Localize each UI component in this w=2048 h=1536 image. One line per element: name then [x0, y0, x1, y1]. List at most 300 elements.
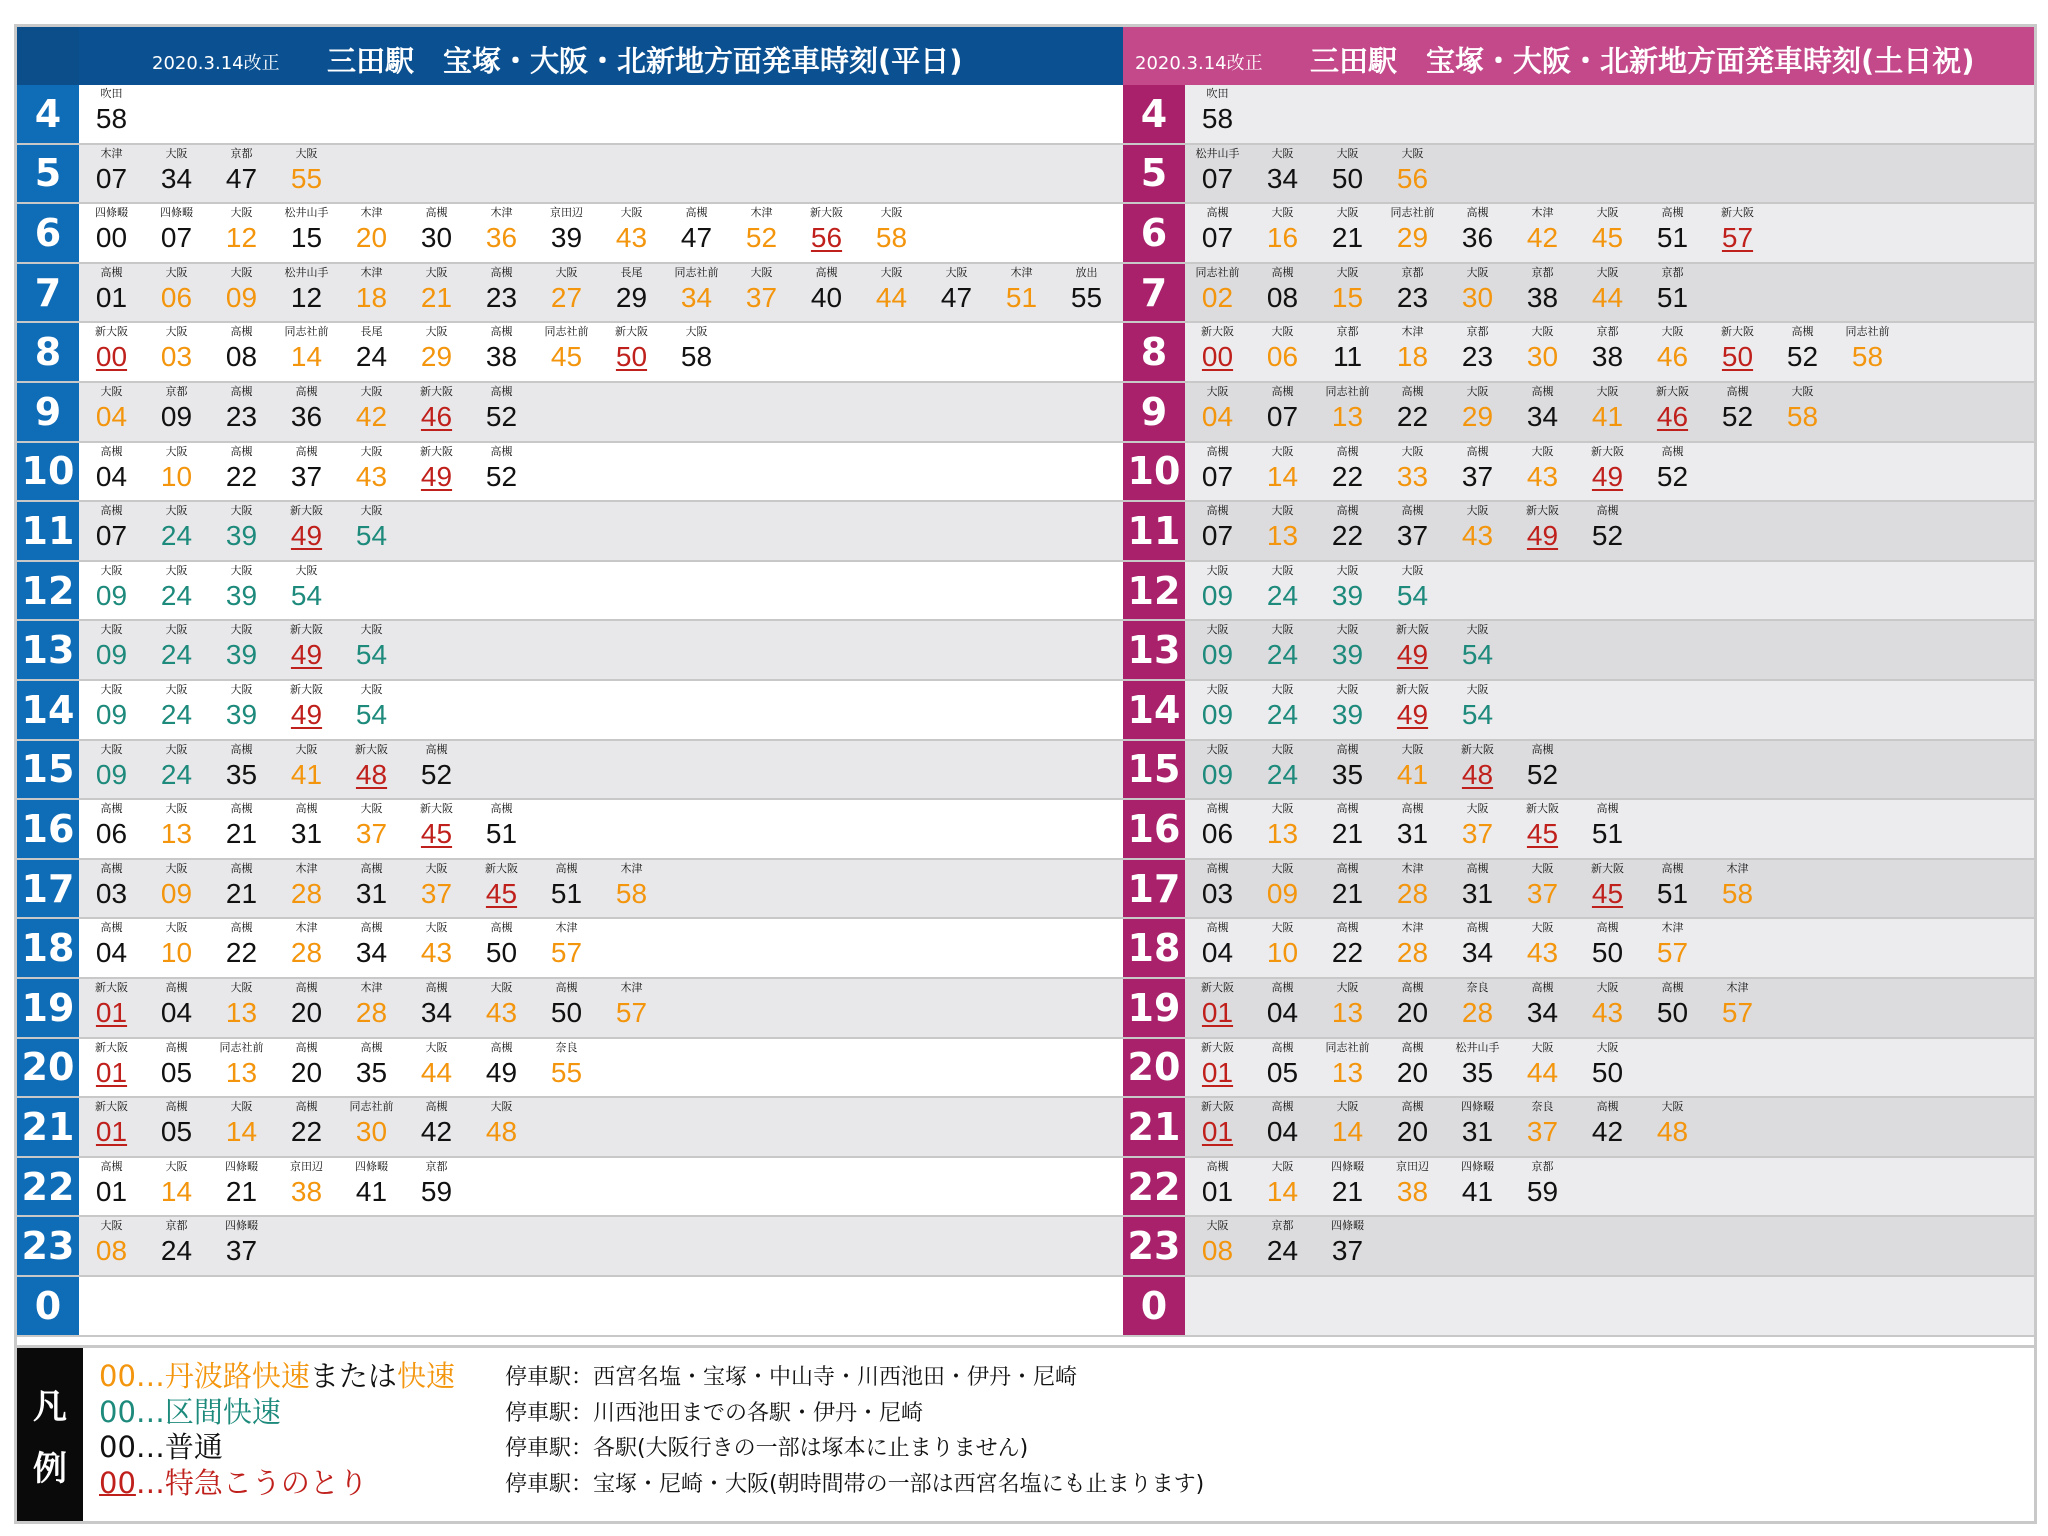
hour-label: 0 — [17, 1277, 79, 1335]
departure — [1185, 564, 1250, 614]
departure-minute: 07 — [95, 520, 128, 552]
destination-label: 高槻 — [1661, 206, 1684, 220]
departure-minute: 09 — [160, 401, 193, 432]
destination-label: 高槻 — [1206, 206, 1229, 220]
destination-label: 高槻 — [1466, 206, 1489, 220]
legend-local-stops: 停車駅：各駅(大阪行きの一部は塚本に止まりません) — [505, 1436, 1029, 1461]
departure — [1510, 1041, 1575, 1091]
destination-label: 大阪 — [1206, 1219, 1229, 1233]
destination-label: 高槻 — [555, 861, 578, 875]
departure-minute: 10 — [160, 937, 193, 969]
destination-label: 大阪 — [100, 742, 123, 756]
departure-minute: 30 — [420, 222, 453, 254]
departure-minute: 58 — [1851, 341, 1884, 373]
departure — [1510, 862, 1575, 912]
departure — [1315, 147, 1380, 197]
departure — [1770, 325, 1835, 375]
departure-minute: 01 — [95, 281, 128, 313]
departure-minute: 31 — [1461, 1116, 1494, 1148]
destination-label: 大阪 — [1466, 683, 1489, 696]
departure — [1380, 802, 1445, 852]
departure — [79, 921, 144, 971]
destination-label: 大阪 — [555, 265, 578, 279]
destination-label: 新大阪 — [1591, 861, 1624, 875]
departure — [1315, 862, 1380, 912]
destination-label: 大阪 — [360, 623, 383, 637]
departure — [79, 504, 144, 554]
departure — [1250, 564, 1315, 614]
destination-label: 新大阪 — [1526, 802, 1559, 816]
destination-label: 大阪 — [880, 265, 903, 279]
departure-cells — [1185, 741, 2034, 799]
legend-code: 00 — [99, 1395, 136, 1429]
departure-minute: 09 — [1201, 579, 1234, 611]
departure-cells — [79, 979, 1123, 1037]
destination-label: 高槻 — [1661, 981, 1684, 994]
departure — [1185, 623, 1250, 673]
destination-label: 大阪 — [1531, 444, 1554, 458]
departure — [1250, 683, 1315, 733]
departure-minute: 43 — [1591, 997, 1624, 1028]
destination-label: 同志社前 — [349, 1100, 394, 1114]
departure — [209, 802, 274, 852]
departure-minute: 37 — [1396, 520, 1429, 552]
destination-label: 大阪 — [1336, 146, 1359, 160]
departure-minute: 07 — [95, 162, 128, 194]
departure — [1315, 743, 1380, 793]
departure-minute: 21 — [1331, 1175, 1364, 1207]
hour-label: 5 — [1123, 145, 1185, 203]
departure — [404, 445, 469, 495]
departure-minute: 20 — [1396, 1056, 1429, 1088]
departure-minute: 13 — [225, 1056, 258, 1088]
departure-cells — [1185, 979, 2034, 1037]
destination-label: 大阪 — [1596, 1040, 1619, 1054]
departure-cells — [1185, 323, 2034, 381]
departure — [1380, 266, 1445, 316]
destination-label: 高槻 — [815, 265, 838, 279]
destination-label: 大阪 — [1466, 265, 1489, 279]
departure — [144, 683, 209, 733]
departure — [1510, 1100, 1575, 1150]
departure-minute: 45 — [420, 818, 453, 850]
departure-minute: 50 — [1331, 162, 1364, 194]
departure-minute: 57 — [1656, 937, 1689, 969]
destination-label: 新大阪 — [290, 504, 323, 518]
destination-label: 新大阪 — [290, 623, 323, 637]
destination-label: 吹田 — [100, 87, 123, 100]
departure — [404, 266, 469, 316]
hour-row — [17, 621, 1123, 681]
departure-minute: 12 — [290, 281, 323, 313]
departure-minute: 50 — [1721, 341, 1754, 373]
departure-minute: 46 — [420, 401, 453, 432]
departure — [1250, 981, 1315, 1031]
hour-row — [17, 383, 1123, 443]
destination-label: 高槻 — [230, 921, 253, 935]
departure-minute: 54 — [355, 639, 388, 671]
departure — [1380, 385, 1445, 435]
departure-minute: 58 — [1786, 401, 1819, 432]
destination-label: 高槻 — [100, 265, 123, 279]
hour-row — [17, 1098, 1123, 1158]
departure-minute: 18 — [355, 281, 388, 313]
destination-label: 高槻 — [685, 206, 708, 220]
departure — [1510, 266, 1575, 316]
departure-minute: 34 — [160, 162, 193, 194]
destination-label: 木津 — [1531, 206, 1554, 220]
destination-label: 放出 — [1075, 265, 1098, 279]
departure-minute: 54 — [355, 699, 388, 730]
departure-minute: 04 — [1201, 401, 1234, 432]
legend-code: 00 — [99, 1359, 136, 1393]
departure — [794, 206, 859, 256]
departure — [274, 266, 339, 316]
departure-minute: 20 — [355, 222, 388, 254]
departure — [599, 862, 664, 912]
departure — [209, 1100, 274, 1150]
weekday-panel — [17, 27, 1123, 1345]
destination-label: 木津 — [360, 981, 383, 994]
departure-minute: 18 — [1396, 341, 1429, 373]
hour-row — [1123, 1277, 2034, 1337]
departure — [1705, 206, 1770, 256]
destination-label: 大阪 — [230, 981, 253, 994]
departure-minute: 05 — [1266, 1056, 1299, 1088]
departure-minute: 29 — [420, 341, 453, 373]
hour-label: 11 — [17, 502, 79, 560]
departure — [1445, 802, 1510, 852]
departure — [209, 504, 274, 554]
departure-minute: 58 — [1721, 877, 1754, 909]
departure — [1575, 445, 1640, 495]
departure-minute: 45 — [550, 341, 583, 373]
destination-label: 高槻 — [425, 206, 448, 220]
destination-label: 木津 — [1726, 861, 1749, 875]
departure-cells — [79, 323, 1123, 381]
departure-minute: 56 — [1396, 162, 1429, 194]
departure-minute: 30 — [355, 1116, 388, 1148]
departure-minute: 50 — [615, 341, 648, 373]
departure-minute: 51 — [1005, 281, 1038, 313]
destination-label: 高槻 — [1271, 385, 1294, 398]
departure — [274, 1100, 339, 1150]
departure-minute: 14 — [160, 1175, 193, 1207]
departure-minute: 55 — [290, 162, 323, 194]
departure — [79, 147, 144, 197]
departure — [469, 445, 534, 495]
departure-minute: 00 — [95, 222, 128, 254]
departure-minute: 55 — [550, 1056, 583, 1088]
destination-label: 高槻 — [295, 385, 318, 398]
departure-minute: 21 — [225, 818, 258, 850]
legend — [17, 1345, 2034, 1524]
departure — [79, 87, 144, 137]
departure — [1640, 266, 1705, 316]
departure-minute: 22 — [1331, 520, 1364, 552]
hour-row — [17, 1158, 1123, 1218]
hour-row — [17, 85, 1123, 145]
departure — [209, 564, 274, 614]
departure — [1380, 564, 1445, 614]
departure-minute: 22 — [1331, 460, 1364, 492]
destination-label: 京都 — [230, 146, 253, 160]
hour-row — [1123, 562, 2034, 622]
legend-badge — [17, 1348, 83, 1524]
hour-row — [17, 264, 1123, 324]
departure — [144, 504, 209, 554]
destination-label: 京都 — [1401, 265, 1424, 279]
legend-sep: … — [135, 1430, 165, 1464]
departure-minute: 47 — [680, 222, 713, 254]
departure — [144, 802, 209, 852]
departure-minute: 00 — [95, 341, 128, 373]
departure-minute: 01 — [95, 997, 128, 1028]
destination-label: 大阪 — [1271, 921, 1294, 935]
departure-minute: 20 — [1396, 997, 1429, 1028]
hour-label: 17 — [17, 860, 79, 918]
legend-sep: … — [135, 1359, 165, 1393]
departure-minute: 39 — [225, 520, 258, 552]
hour-label: 13 — [1123, 621, 1185, 679]
destination-label: 大阪 — [1271, 683, 1294, 696]
departure — [339, 921, 404, 971]
destination-label: 同志社前 — [1845, 325, 1890, 339]
departure — [1575, 266, 1640, 316]
departure — [1250, 1041, 1315, 1091]
departure-minute: 43 — [615, 222, 648, 254]
departure-minute: 52 — [1656, 460, 1689, 492]
departure — [1575, 802, 1640, 852]
departure-minute: 48 — [1656, 1116, 1689, 1148]
departure-minute: 38 — [1396, 1175, 1429, 1207]
hour-row — [1123, 1158, 2034, 1218]
hour-label: 21 — [17, 1098, 79, 1156]
departure — [1640, 206, 1705, 256]
destination-label: 高槻 — [1661, 444, 1684, 458]
destination-label: 大阪 — [100, 683, 123, 696]
destination-label: 大阪 — [295, 742, 318, 756]
destination-label: 新大阪 — [1201, 1100, 1234, 1114]
departure-minute: 34 — [355, 937, 388, 969]
destination-label: 京都 — [425, 1159, 448, 1173]
departure-cells — [79, 919, 1123, 977]
destination-label: 同志社前 — [1195, 265, 1240, 279]
departure — [1575, 862, 1640, 912]
destination-label: 大阪 — [165, 444, 188, 458]
legend-sep: … — [135, 1395, 165, 1429]
destination-label: 高槻 — [1271, 1100, 1294, 1114]
departure-minute: 58 — [875, 222, 908, 254]
departure-minute: 09 — [95, 579, 128, 611]
destination-label: 大阪 — [230, 563, 253, 577]
hour-row — [17, 204, 1123, 264]
departure-minute: 01 — [1201, 1116, 1234, 1148]
destination-label: 新大阪 — [1526, 504, 1559, 518]
departure — [1445, 385, 1510, 435]
departure — [404, 385, 469, 435]
hour-label: 9 — [1123, 383, 1185, 441]
departure — [274, 683, 339, 733]
destination-label: 大阪 — [1336, 623, 1359, 637]
destination-label: 高槻 — [425, 742, 448, 756]
departure-minute: 24 — [1266, 639, 1299, 671]
departure — [144, 981, 209, 1031]
departure-minute: 37 — [1526, 877, 1559, 909]
departure — [209, 385, 274, 435]
departure — [1510, 981, 1575, 1031]
destination-label: 大阪 — [230, 265, 253, 279]
departure-minute: 31 — [290, 818, 323, 850]
departure-cells — [79, 1277, 1123, 1335]
destination-label: 大阪 — [1206, 683, 1229, 696]
departure-minute: 48 — [485, 1116, 518, 1148]
departure — [1250, 147, 1315, 197]
departure — [144, 564, 209, 614]
departure — [599, 206, 664, 256]
departure-minute: 39 — [1331, 639, 1364, 671]
departure — [1250, 921, 1315, 971]
departure — [1250, 325, 1315, 375]
departure-minute: 34 — [1526, 401, 1559, 432]
hour-label: 23 — [1123, 1217, 1185, 1275]
destination-label: 木津 — [1661, 921, 1684, 935]
departure-cells — [1185, 204, 2034, 262]
destination-label: 新大阪 — [1396, 683, 1429, 696]
destination-label: 大阪 — [230, 206, 253, 220]
destination-label: 大阪 — [425, 265, 448, 279]
destination-label: 大阪 — [1401, 742, 1424, 756]
departure-minute: 37 — [420, 877, 453, 909]
destination-label: 新大阪 — [1396, 623, 1429, 637]
departure-minute: 03 — [1201, 877, 1234, 909]
departure-minute: 20 — [290, 1056, 323, 1088]
departure — [1640, 445, 1705, 495]
hour-row — [17, 979, 1123, 1039]
departure-minute: 58 — [680, 341, 713, 373]
departure — [469, 802, 534, 852]
departure-minute: 41 — [355, 1175, 388, 1207]
departure-minute: 09 — [1266, 877, 1299, 909]
destination-label: 高槻 — [1206, 1159, 1229, 1173]
departure-minute: 35 — [355, 1056, 388, 1088]
departure — [79, 683, 144, 733]
destination-label: 大阪 — [100, 623, 123, 637]
destination-label: 木津 — [1401, 325, 1424, 339]
destination-label: 高槻 — [1336, 504, 1359, 518]
hour-row — [1123, 1098, 2034, 1158]
departure-minute: 31 — [1461, 877, 1494, 909]
destination-label: 大阪 — [490, 981, 513, 994]
departure — [274, 921, 339, 971]
departure-minute: 28 — [1396, 877, 1429, 909]
departure-minute: 44 — [420, 1056, 453, 1088]
destination-label: 大阪 — [1401, 146, 1424, 160]
destination-label: 大阪 — [1466, 623, 1489, 637]
departure-minute: 38 — [485, 341, 518, 373]
destination-label: 京都 — [1336, 325, 1359, 339]
departure-minute: 34 — [1461, 937, 1494, 969]
departure-minute: 35 — [225, 758, 258, 790]
departure — [274, 325, 339, 375]
departure — [469, 921, 534, 971]
destination-label: 大阪 — [295, 146, 318, 160]
departure — [209, 623, 274, 673]
departure-minute: 48 — [355, 758, 388, 790]
departure-minute: 59 — [420, 1175, 453, 1207]
departure — [1315, 1100, 1380, 1150]
destination-label: 大阪 — [1271, 802, 1294, 816]
destination-label: 大阪 — [1206, 623, 1229, 637]
departure-cells — [79, 562, 1123, 620]
departure-minute: 12 — [225, 222, 258, 254]
destination-label: 大阪 — [1336, 981, 1359, 994]
departure — [1575, 206, 1640, 256]
destination-label: 新大阪 — [1591, 444, 1624, 458]
departure-minute: 08 — [225, 341, 258, 373]
destination-label: 京田辺 — [290, 1159, 323, 1173]
departure-minute: 07 — [1201, 520, 1234, 552]
departure — [144, 743, 209, 793]
departure-minute: 43 — [1461, 520, 1494, 552]
departure-cells — [79, 681, 1123, 739]
hour-row — [17, 1277, 1123, 1337]
departure-minute: 09 — [1201, 758, 1234, 790]
departure — [404, 743, 469, 793]
departure — [1185, 1100, 1250, 1150]
destination-label: 大阪 — [1271, 563, 1294, 577]
departure-minute: 45 — [1591, 222, 1624, 254]
hour-label: 20 — [1123, 1039, 1185, 1097]
destination-label: 木津 — [1726, 981, 1749, 994]
destination-label: 新大阪 — [420, 802, 453, 816]
departure — [469, 325, 534, 375]
destination-label: 松井山手 — [1455, 1040, 1500, 1054]
departure-minute: 48 — [1461, 758, 1494, 790]
departure-minute: 34 — [420, 997, 453, 1028]
hour-label: 4 — [1123, 85, 1185, 143]
departure — [144, 623, 209, 673]
destination-label: 高槻 — [100, 861, 123, 875]
destination-label: 大阪 — [1271, 444, 1294, 458]
legend-badge-bottom: 例 — [33, 1448, 67, 1489]
departure — [1185, 325, 1250, 375]
departure-minute: 36 — [1461, 222, 1494, 254]
hour-row — [17, 681, 1123, 741]
departure-minute: 24 — [160, 639, 193, 671]
destination-label: 高槻 — [490, 265, 513, 279]
departure — [274, 1160, 339, 1210]
departure-minute: 42 — [1526, 222, 1559, 254]
hour-label: 10 — [1123, 443, 1185, 501]
destination-label: 大阪 — [1661, 1100, 1684, 1114]
destination-label: 同志社前 — [1325, 385, 1370, 398]
destination-label: 大阪 — [620, 206, 643, 220]
timetable-sheet — [14, 24, 2037, 1524]
departure-minute: 49 — [485, 1056, 518, 1088]
destination-label: 京都 — [1466, 325, 1489, 339]
departure-minute: 57 — [1721, 222, 1754, 254]
departure-minute: 07 — [1201, 222, 1234, 254]
destination-label: 大阪 — [100, 563, 123, 577]
departure-cells — [79, 1098, 1123, 1156]
departure — [209, 862, 274, 912]
departure — [1315, 921, 1380, 971]
destination-label: 大阪 — [360, 683, 383, 696]
departure — [989, 266, 1054, 316]
departure-cells — [79, 383, 1123, 441]
destination-label: 新大阪 — [95, 325, 128, 339]
